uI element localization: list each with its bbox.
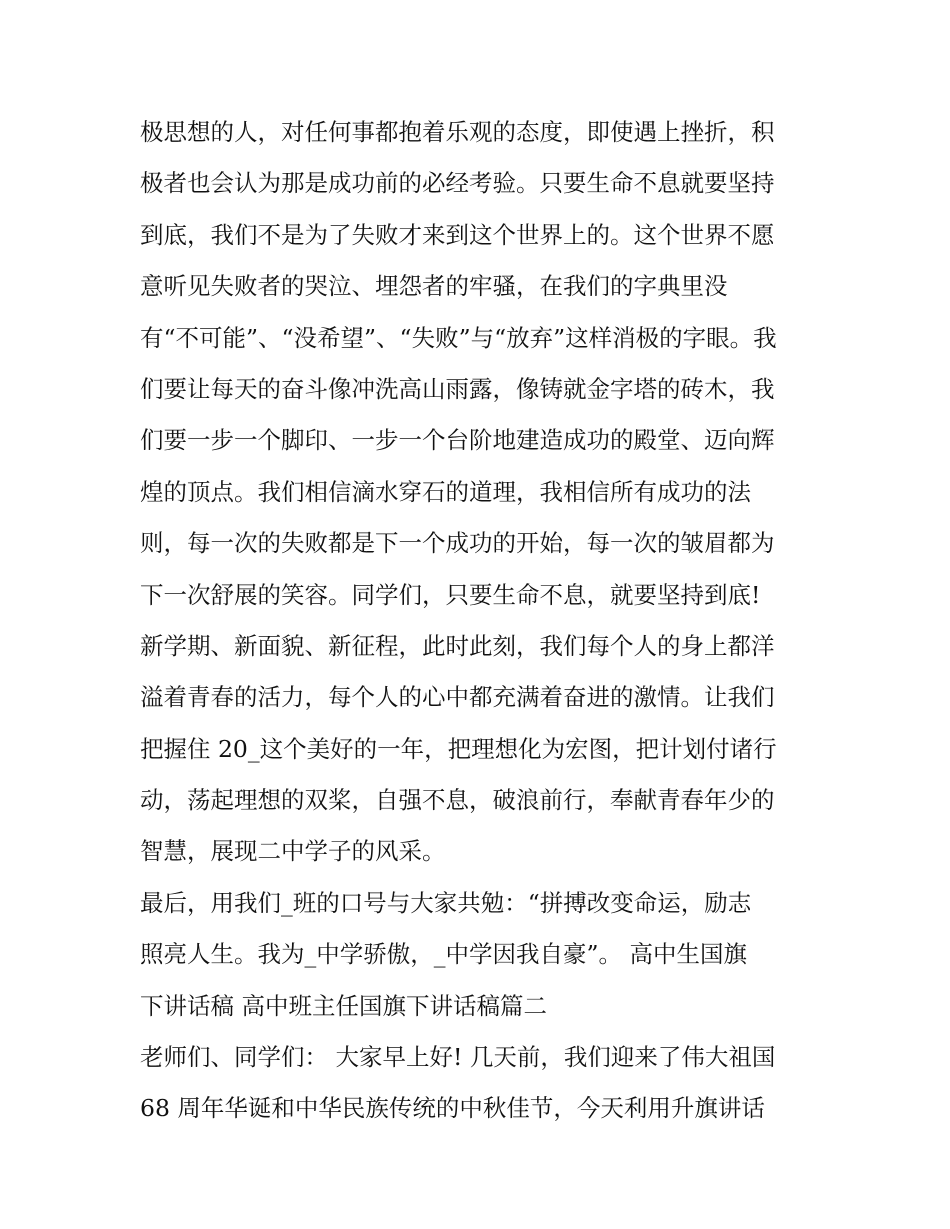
- text-line: 们要让每天的奋斗像冲洗高山雨露，像铸就金字塔的砖木，我: [140, 374, 775, 403]
- text-line: 下讲话稿 高中班主任国旗下讲话稿篇二: [140, 991, 547, 1020]
- text-line: 煌的顶点。我们相信滴水穿石的道理，我相信所有成功的法: [140, 477, 751, 506]
- text-line: 极思想的人，对任何事都抱着乐观的态度，即使遇上挫折，积: [140, 118, 775, 146]
- text-line: 下一次舒展的笑容。同学们，只要生命不息，就要坚持到底!: [140, 580, 761, 609]
- speech-text: [140, 107, 820, 1135]
- text-line: 意听见失败者的哭泣、埋怨者的牢骚，在我们的字典里没: [140, 272, 728, 301]
- text-line: 们要一步一个脚印、一步一个台阶地建造成功的殿堂、迈向辉: [140, 426, 775, 455]
- text-line: 极者也会认为那是成功前的必经考验。只要生命不息就要坚持: [140, 169, 775, 198]
- text-line: 有“不可能”、“没希望”、“失败”与“放弃”这样消极的字眼。我: [140, 323, 777, 352]
- text-line: 新学期、新面貌、新征程，此时此刻，我们每个人的身上都洋: [140, 631, 775, 660]
- text-line: 68 周年华诞和中华民族传统的中秋佳节，今天利用升旗讲话: [140, 1094, 765, 1123]
- text-line: 到底，我们不是为了失败才来到这个世界上的。这个世界不愿: [140, 220, 775, 249]
- text-line: 把握住 20_这个美好的一年，把理想化为宏图，把计划付诸行: [140, 734, 777, 763]
- text-line: 溢着青春的活力，每个人的心中都充满着奋进的激情。让我们: [140, 683, 775, 712]
- text-line: 智慧，展现二中学子的风采。: [140, 837, 446, 866]
- text-line: 照亮人生。我为_中学骄傲，_中学因我自豪”。 高中生国旗: [140, 940, 747, 969]
- text-line: 动，荡起理想的双桨，自强不息，破浪前行，奉献青春年少的: [140, 786, 775, 815]
- text-line: 老师们、同学们： 大家早上好! 几天前，我们迎来了伟大祖国: [140, 1043, 776, 1072]
- text-line: 则，每一次的失败都是下一个成功的开始，每一次的皱眉都为: [140, 529, 775, 558]
- text-line: 最后，用我们_班的口号与大家共勉：“拼搏改变命运，励志: [140, 888, 752, 917]
